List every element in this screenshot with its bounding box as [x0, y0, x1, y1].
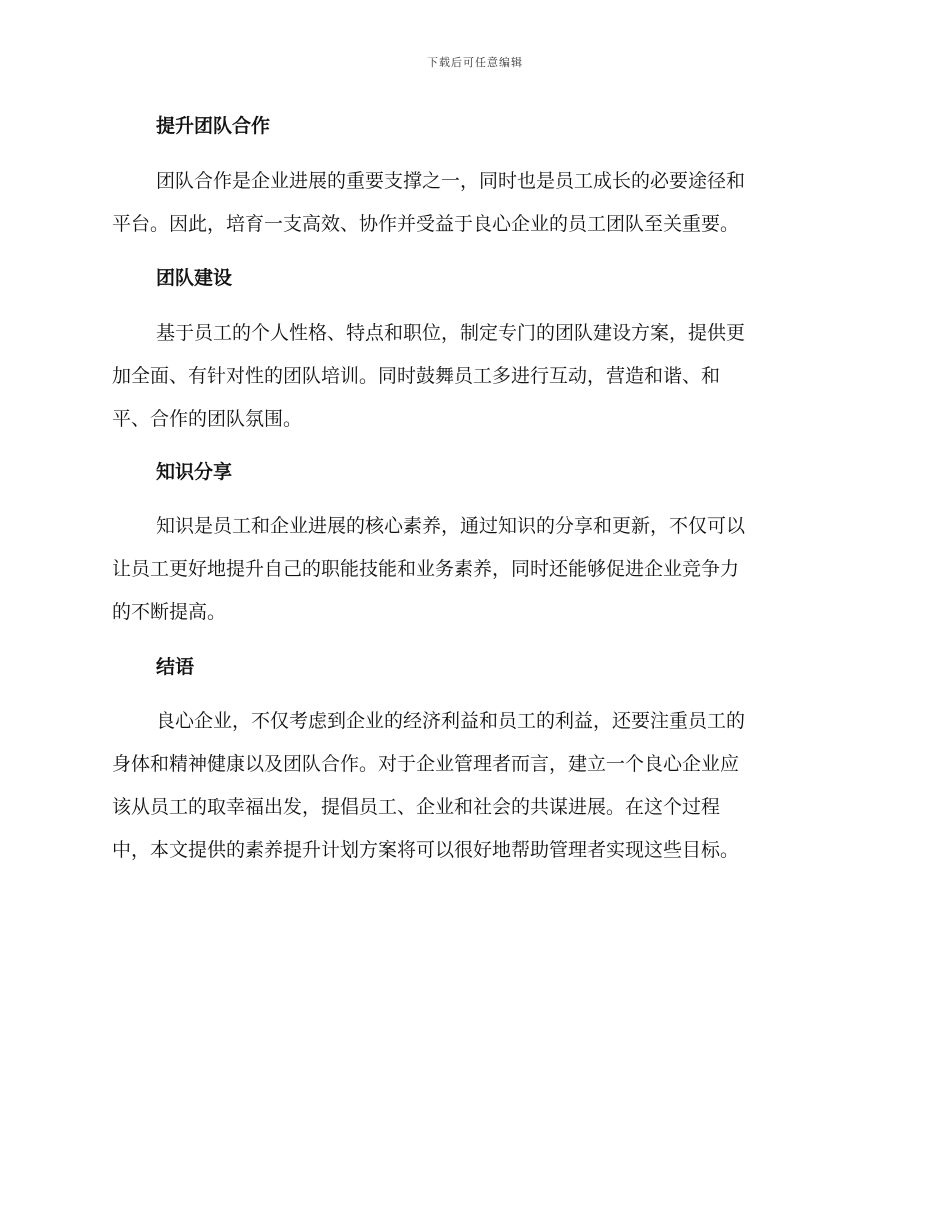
section-heading: 团队建设	[156, 267, 233, 289]
paragraph-line: 的不断提高。	[112, 601, 227, 623]
paragraph-line: 中，本文提供的素养提升计划方案将可以很好地帮助管理者实现这些目标。	[112, 839, 740, 861]
paragraph-line: 知识是员工和企业进展的核心素养，通过知识的分享和更新，不仅可以	[156, 515, 746, 537]
paragraph-line: 良心企业，不仅考虑到企业的经济利益和员工的利益，还要注重员工的	[156, 710, 746, 732]
paragraph-line: 平、合作的团队氛围。	[112, 408, 303, 430]
paragraph-line: 加全面、有针对性的团队培训。同时鼓舞员工多进行互动，营造和谐、和	[112, 365, 721, 387]
section-heading: 提升团队合作	[156, 115, 271, 137]
paragraph-line: 该从员工的取幸福出发，提倡员工、企业和社会的共谋进展。在这个过程	[112, 796, 721, 818]
paragraph-line: 团队合作是企业进展的重要支撑之一，同时也是员工成长的必要途径和	[156, 170, 746, 192]
section-heading: 知识分享	[156, 461, 233, 483]
paragraph-line: 基于员工的个人性格、特点和职位，制定专门的团队建设方案，提供更	[156, 322, 746, 344]
paragraph-line: 平台。因此，培育一支高效、协作并受益于良心企业的员工团队至关重要。	[112, 213, 740, 235]
page-header: 下载后可任意编辑	[427, 56, 523, 69]
paragraph-line: 身体和精神健康以及团队合作。对于企业管理者而言，建立一个良心企业应	[112, 753, 740, 775]
section-paragraph	[112, 312, 832, 441]
section-heading: 结语	[156, 656, 195, 678]
section-paragraph	[112, 505, 832, 634]
section-paragraph	[112, 160, 832, 246]
section-paragraph	[112, 700, 832, 872]
paragraph-line: 让员工更好地提升自己的职能技能和业务素养，同时还能够促进企业竞争力	[112, 558, 740, 580]
